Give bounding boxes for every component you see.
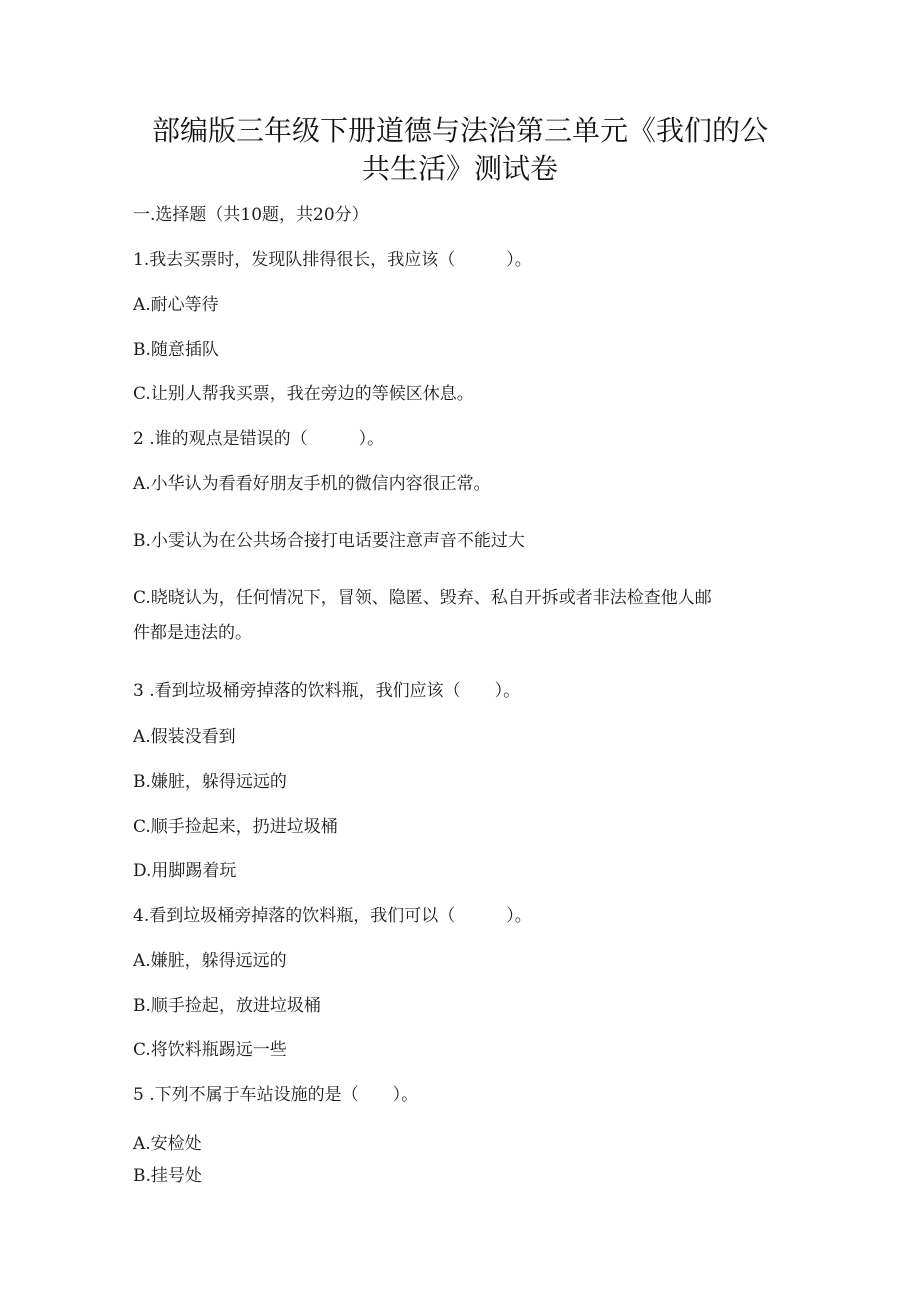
document-title [100,112,820,188]
question-5-option-a: A.安检处 [133,1134,202,1154]
question-4-stem: 4.看到垃圾桶旁掉落的饮料瓶，我们可以（ ）。 [133,906,532,926]
question-1-option-a: A.耐心等待 [133,295,219,315]
question-3-option-b: B.嫌脏，躲得远远的 [133,772,287,792]
question-5-option-b: B.挂号处 [133,1166,202,1186]
question-5-stem: 5 .下列不属于车站设施的是（ ）。 [133,1085,419,1105]
question-4-option-a: A.嫌脏，躲得远远的 [133,951,287,971]
question-4-option-c: C.将饮料瓶踢远一些 [133,1040,287,1060]
question-3-option-a: A.假装没看到 [133,727,236,747]
question-1-stem: 1.我去买票时，发现队排得很长，我应该（ ）。 [133,250,532,270]
question-3-option-d: D.用脚踢着玩 [133,861,237,881]
question-2-option-a: A.小华认为看看好朋友手机的微信内容很正常。 [133,474,491,494]
title-line-2: 共生活》测试卷 [361,152,558,185]
question-3-stem: 3 .看到垃圾桶旁掉落的饮料瓶，我们应该（ ）。 [133,681,521,701]
question-3-option-c: C.顺手捡起来，扔进垃圾桶 [133,817,338,837]
question-2-stem: 2 .谁的观点是错误的（ ）。 [133,429,385,449]
section-heading: 一.选择题（共10题，共20分） [133,205,369,225]
question-4-option-b: B.顺手捡起，放进垃圾桶 [133,996,321,1016]
question-2-option-b: B.小雯认为在公共场合接打电话要注意声音不能过大 [133,531,525,551]
question-1-option-c: C.让别人帮我买票，我在旁边的等候区休息。 [133,384,474,404]
question-2-option-c: C.晓晓认为，任何情况下，冒领、隐匿、毁弃、私自开拆或者非法检查他人邮 [133,588,712,608]
question-2-option-c-continued: 件都是违法的。 [133,623,252,643]
question-1-option-b: B.随意插队 [133,340,219,360]
title-line-1: 部编版三年级下册道德与法治第三单元《我们的公 [151,114,768,147]
